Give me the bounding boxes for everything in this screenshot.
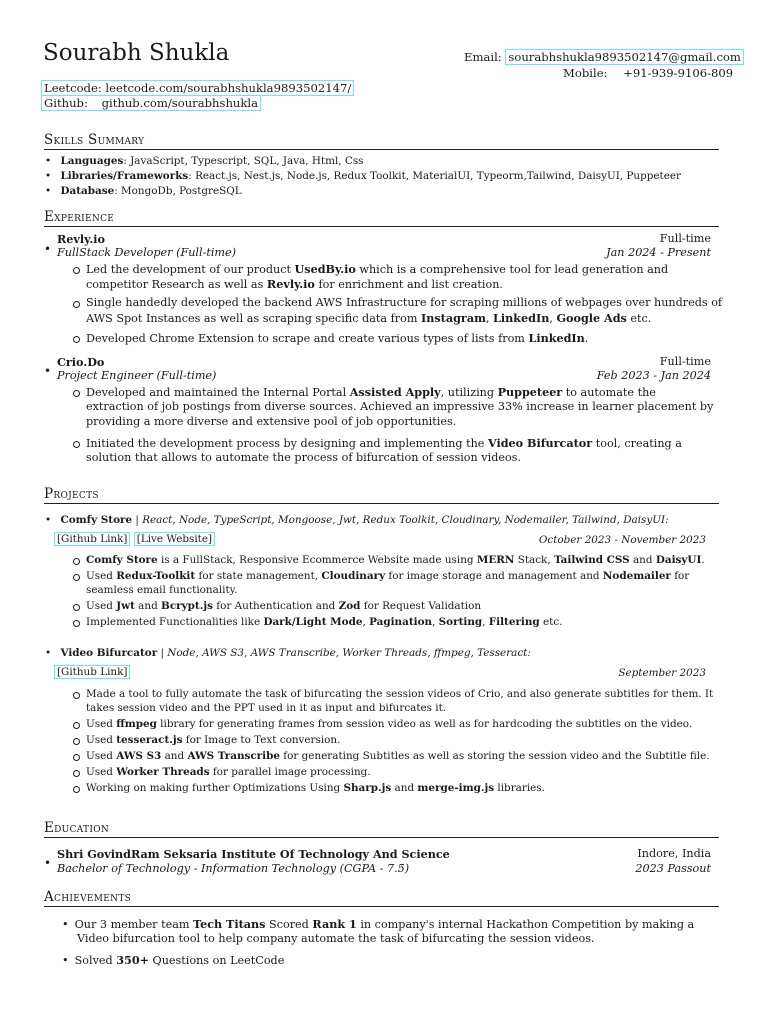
skill-value: : JavaScript, Typescript, SQL, Java, Html, Css [123,155,364,167]
crio-point-1-line-1: Developed and maintained the Internal Portal Assisted Apply, utilizing Puppeteer to automate the [86,385,656,399]
video-point-5: Used Worker Threads for parallel image processing. [86,766,371,778]
bullet-icon: • [62,918,69,931]
project-video-dates: September 2023 [618,667,706,679]
school-name: Shri GovindRam Seksaria Institute Of Technology And Science [57,847,450,861]
circle-bullet-icon [73,390,80,397]
skill-row-database [45,185,242,197]
project-video-links [54,666,130,678]
project-comfy-links [54,533,215,545]
video-point-4: Used AWS S3 and AWS Transcribe for generating Subtitles as well as storing the session video and the Subtitle file. [86,750,710,762]
bullet-icon: • [45,170,52,182]
project-name: Video Bifurcator [60,647,158,659]
revly-point-2-line-2: AWS Spot Instances as well as scraping specific data from Instagram, LinkedIn, Google Ads etc. [86,311,652,325]
achievement-2: • Solved 350+ Questions on LeetCode [62,953,285,967]
job-type-crio: Full-time [659,355,711,368]
skill-row-frameworks [45,170,681,182]
graduation-year: 2023 Passout [635,862,711,875]
revly-point-1-line-2: competitor Research as well as Revly.io for enrichment and list creation. [86,277,503,291]
bullet-icon: • [45,185,52,197]
crio-point-1-line-2: extraction of job postings from diverse sources. Achieved an impressive 33% increase in learner placement by [86,400,714,413]
circle-bullet-icon [73,336,80,343]
video-point-1-line-2: takes session video and the PPT used in it as input and bifurcates it. [86,702,447,714]
email-label: Email: [464,50,502,64]
revly-point-2-line-1: Single handedly developed the backend AWS Infrastructure for scraping millions of webpages over hundreds of [86,296,723,309]
github-url: github.com/sourabhshukla [101,96,259,110]
job-type-revly: Full-time [659,232,711,245]
project-comfy-dates: October 2023 - November 2023 [538,534,706,546]
achievement-1-line-2: Video bifurcation tool to help company automate the task of bifurcating the session videos. [77,932,595,945]
degree: Bachelor of Technology - Information Technology (CGPA - 7.5) [57,862,410,875]
achievements-section-title: Achievements [44,889,719,907]
email-link[interactable]: sourabhshukla9893502147@gmail.com [505,49,744,65]
job-role-revly: FullStack Developer (Full-time) [57,246,237,259]
skills-section-title: Skills Summary [44,132,719,150]
comfy-point-2-line-2: seamless email functionality. [86,584,238,596]
circle-bullet-icon [73,441,80,448]
skill-label: Languages [60,155,124,167]
crio-point-2-line-1: Initiated the development process by designing and implementing the Video Bifurcator tool, creating a [86,436,682,450]
circle-bullet-icon [73,604,80,611]
project-comfy-header [45,514,669,526]
bullet-icon: • [45,647,52,659]
mobile-number: +91-939-9106-809 [623,66,734,80]
project-stack: | React, Node, TypeScript, Mongoose, Jwt, Redux Toolkit, Cloudinary, Nodemailer, Tailwind, DaisyUI: [132,514,669,526]
github-link[interactable] [41,95,261,111]
bullet-icon: • [44,856,52,870]
project-video-header [45,647,531,659]
comfy-point-2-line-1: Used Redux-Toolkit for state management, Cloudinary for image storage and management and Nodemailer for [86,570,690,582]
school-location: Indore, India [637,847,711,860]
bullet-icon: • [45,514,52,526]
circle-bullet-icon [73,786,80,793]
circle-bullet-icon [73,722,80,729]
candidate-name: Sourabh Shukla [43,40,230,66]
comfy-live-link[interactable]: [Live Website] [134,532,215,546]
video-point-1-line-1: Made a tool to fully automate the task of bifurcating the session videos of Crio, and also generate subtitles for them. It [86,688,714,700]
project-stack: | Node, AWS S3, AWS Transcribe, Worker Threads, ffmpeg, Tesseract: [157,647,531,659]
job-role-crio: Project Engineer (Full-time) [57,369,217,382]
bullet-icon: • [44,242,52,256]
job-company-crio: Crio.Do [57,355,105,369]
circle-bullet-icon [73,267,80,274]
project-name: Comfy Store [60,514,133,526]
mobile-label: Mobile: [563,66,608,80]
circle-bullet-icon [73,301,80,308]
revly-point-3: Developed Chrome Extension to scrape and create various types of lists from LinkedIn. [86,331,589,345]
circle-bullet-icon [73,620,80,627]
achievement-1-line-1: • Our 3 member team Tech Titans Scored Rank 1 in company's internal Hackathon Competition by making a [62,917,695,931]
circle-bullet-icon [73,754,80,761]
bullet-icon: • [45,155,52,167]
job-company-revly: Revly.io [57,232,105,246]
job-dates-revly: Jan 2024 - Present [606,246,711,259]
circle-bullet-icon [73,770,80,777]
bullet-icon: • [62,954,69,967]
circle-bullet-icon [73,738,80,745]
skill-row-languages [45,155,364,167]
education-section-title: Education [44,820,719,838]
mobile-row [563,66,733,80]
revly-point-1-line-1: Led the development of our product UsedBy.io which is a comprehensive tool for lead generation and [86,262,669,276]
video-point-6: Working on making further Optimizations Using Sharp.js and merge-img.js libraries. [86,782,545,794]
comfy-point-4: Implemented Functionalities like Dark/Light Mode, Pagination, Sorting, Filtering etc. [86,616,563,628]
experience-section-title: Experience [44,209,719,227]
skill-value: : React.js, Nest.js, Node.js, Redux Toolkit, MaterialUI, Typeorm,Tailwind, DaisyUI, Puppeteer [188,170,681,182]
github-label: Github: [44,96,88,110]
leetcode-link[interactable]: Leetcode: leetcode.com/sourabhshukla9893502147/ [41,80,354,96]
comfy-point-1: Comfy Store is a FullStack, Responsive Ecommerce Website made using MERN Stack, Tailwind CSS and DaisyUI. [86,554,705,566]
circle-bullet-icon [73,558,80,565]
skill-label: Libraries/Frameworks [60,170,189,182]
video-github-link[interactable]: [Github Link] [54,665,130,679]
crio-point-2-line-2: solution that allows to automate the process of bifurcation of session videos. [86,451,522,464]
skill-label: Database [60,185,115,197]
video-point-3: Used tesseract.js for Image to Text conversion. [86,734,341,746]
circle-bullet-icon [73,692,80,699]
circle-bullet-icon [73,574,80,581]
crio-point-1-line-3: providing a more diverse and extensive pool of job opportunities. [86,415,457,428]
email-row [464,50,744,64]
video-point-2: Used ffmpeg library for generating frames from session video as well as for hardcoding the subtitles on the video. [86,718,693,730]
comfy-github-link[interactable]: [Github Link] [54,532,130,546]
comfy-point-3: Used Jwt and Bcrypt.js for Authentication and Zod for Request Validation [86,600,482,612]
job-dates-crio: Feb 2023 - Jan 2024 [596,369,711,382]
bullet-icon: • [44,364,52,378]
projects-section-title: Projects [44,486,719,504]
skill-value: : MongoDb, PostgreSQL [114,185,242,197]
